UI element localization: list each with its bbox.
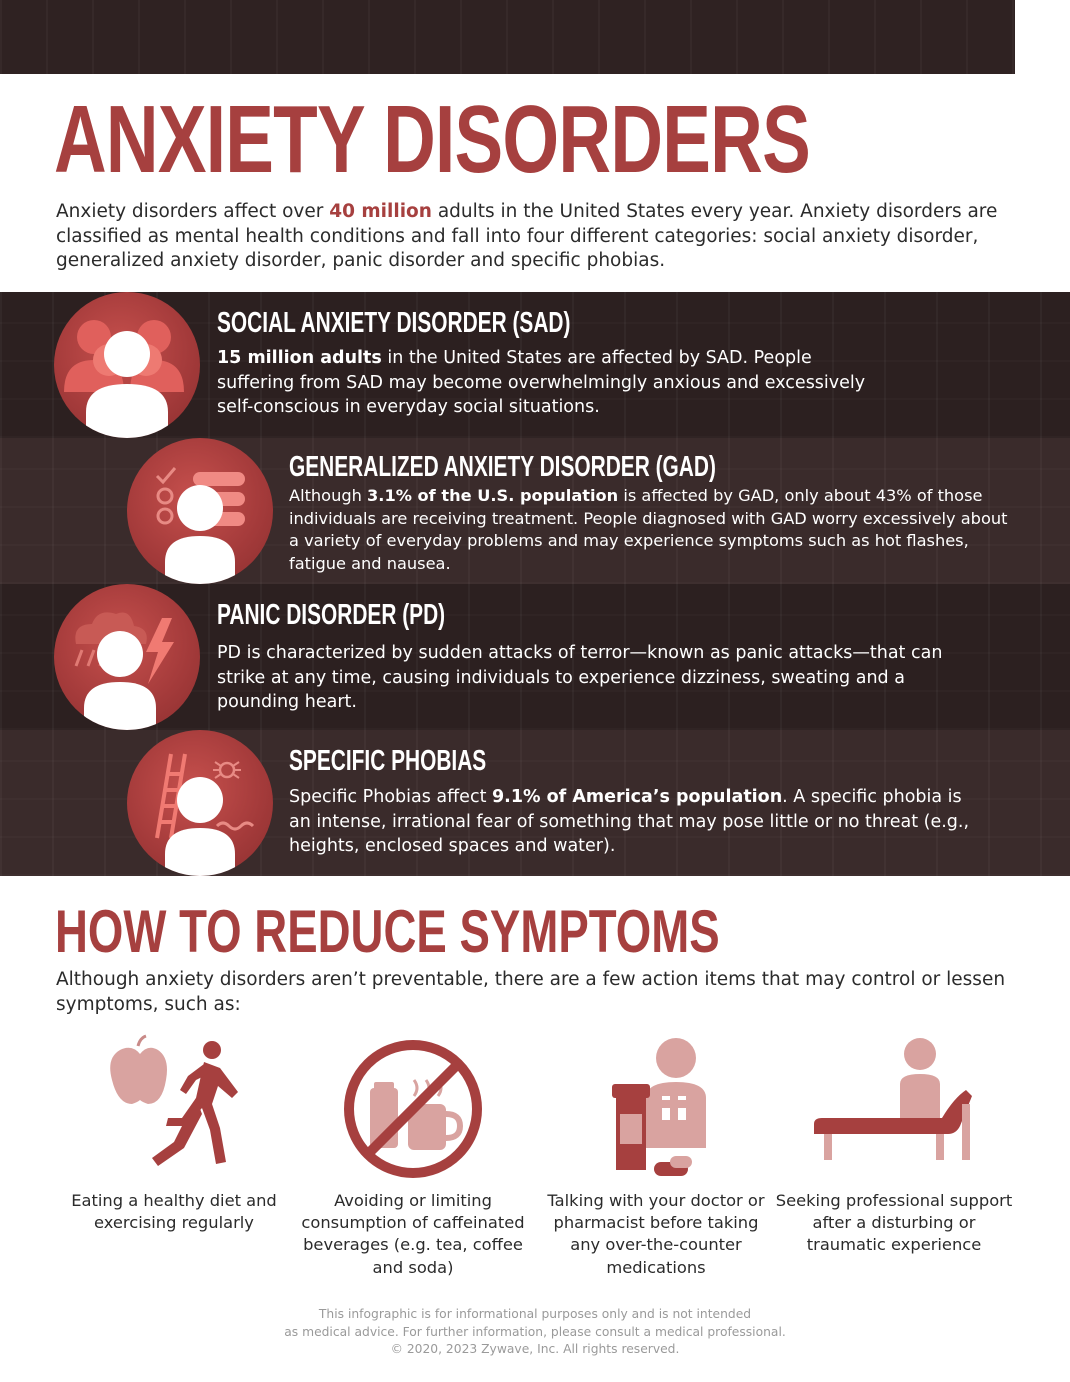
disorder-row-phobias bbox=[0, 730, 1070, 876]
tip-label-pharmacist: Talking with your doctor or pharmacist before taking any over-the-counter medications bbox=[547, 1191, 765, 1277]
tip-label-caffeine: Avoiding or limiting consumption of caffeinated beverages (e.g. tea, coffee and soda) bbox=[301, 1191, 525, 1277]
disorder-text-sad bbox=[217, 346, 867, 420]
disorder-text-phobias bbox=[289, 785, 979, 859]
intro-paragraph bbox=[56, 200, 1016, 274]
gad-text-start: Although bbox=[289, 486, 368, 505]
no-caffeine-icon bbox=[340, 1036, 486, 1182]
disclaimer-footer bbox=[0, 1306, 1070, 1359]
disorder-heading-pd: PANIC DISORDER (PD) bbox=[217, 599, 446, 631]
disorder-row-pd bbox=[0, 584, 1070, 730]
header-pattern-band bbox=[0, 0, 1015, 74]
group-people-icon bbox=[54, 292, 200, 438]
phobias-text-start: Specific Phobias affect bbox=[289, 787, 492, 807]
sad-description: in the United States are affected by SAD. People suffering from SAD may become overwhelmingly anxious and excessively self-conscious in everyday social situations. bbox=[217, 348, 866, 417]
pharmacist-pills-icon bbox=[604, 1034, 714, 1178]
disclaimer-line-1: This infographic is for informational purposes only and is not intended bbox=[318, 1307, 752, 1321]
copyright-line: © 2020, 2023 Zywave, Inc. All rights reserved. bbox=[390, 1342, 680, 1356]
intro-text-end: adults in the United States every year. Anxiety disorders are classified as mental health conditions and fall into four different categories: social anxiety disorder, generalized anxiety disorder, panic disorder and specific phobias. bbox=[56, 201, 998, 271]
disorder-heading-phobias: SPECIFIC PHOBIAS bbox=[289, 745, 487, 777]
disorder-row-gad bbox=[0, 438, 1070, 584]
disclaimer-line-2: as medical advice. For further information, please consult a medical professional. bbox=[284, 1324, 786, 1339]
ladder-spider-person-icon bbox=[127, 730, 273, 876]
storm-cloud-person-icon bbox=[54, 584, 200, 730]
gad-description: is affected by GAD, only about 43% of those individuals are receiving treatment. People diagnosed with GAD worry excessively about a variety of everyday problems and may experience symptoms such as hot flashes, fatigue and nausea. bbox=[289, 486, 1008, 573]
apple-runner-icon bbox=[104, 1034, 244, 1178]
reduce-symptoms-intro: Although anxiety disorders aren’t preventable, there are a few action items that may control or lessen symptoms, such as: bbox=[56, 969, 1006, 1015]
sad-stat: 15 million adults bbox=[217, 348, 382, 368]
therapy-couch-icon bbox=[810, 1034, 976, 1164]
gad-stat: 3.1% of the U.S. population bbox=[367, 486, 619, 505]
intro-highlight: 40 million bbox=[329, 201, 432, 222]
disorder-heading-sad: SOCIAL ANXIETY DISORDER (SAD) bbox=[217, 307, 571, 339]
disorder-heading-gad: GENERALIZED ANXIETY DISORDER (GAD) bbox=[289, 451, 716, 483]
intro-text-start: Anxiety disorders affect over bbox=[56, 201, 330, 222]
reduce-symptoms-title: HOW TO REDUCE SYMPTOMS bbox=[55, 898, 720, 965]
page-title: ANXIETY DISORDERS bbox=[54, 86, 811, 193]
tip-label-diet: Eating a healthy diet and exercising regularly bbox=[71, 1191, 277, 1233]
disorder-row-sad bbox=[0, 292, 1070, 438]
disorder-text-gad bbox=[289, 485, 1009, 575]
tip-label-professional: Seeking professional support after a disturbing or traumatic experience bbox=[775, 1191, 1013, 1255]
phobias-description: . A specific phobia is an intense, irrational fear of something that may pose little or no threat (e.g., heights, enclosed spaces and water). bbox=[289, 787, 970, 856]
checklist-person-icon bbox=[127, 438, 273, 584]
phobias-stat: 9.1% of America’s population bbox=[492, 787, 783, 807]
disorder-text-pd: PD is characterized by sudden attacks of terror—known as panic attacks—that can strike at any time, causing individuals to experience dizziness, sweating and a pounding heart. bbox=[217, 643, 943, 712]
